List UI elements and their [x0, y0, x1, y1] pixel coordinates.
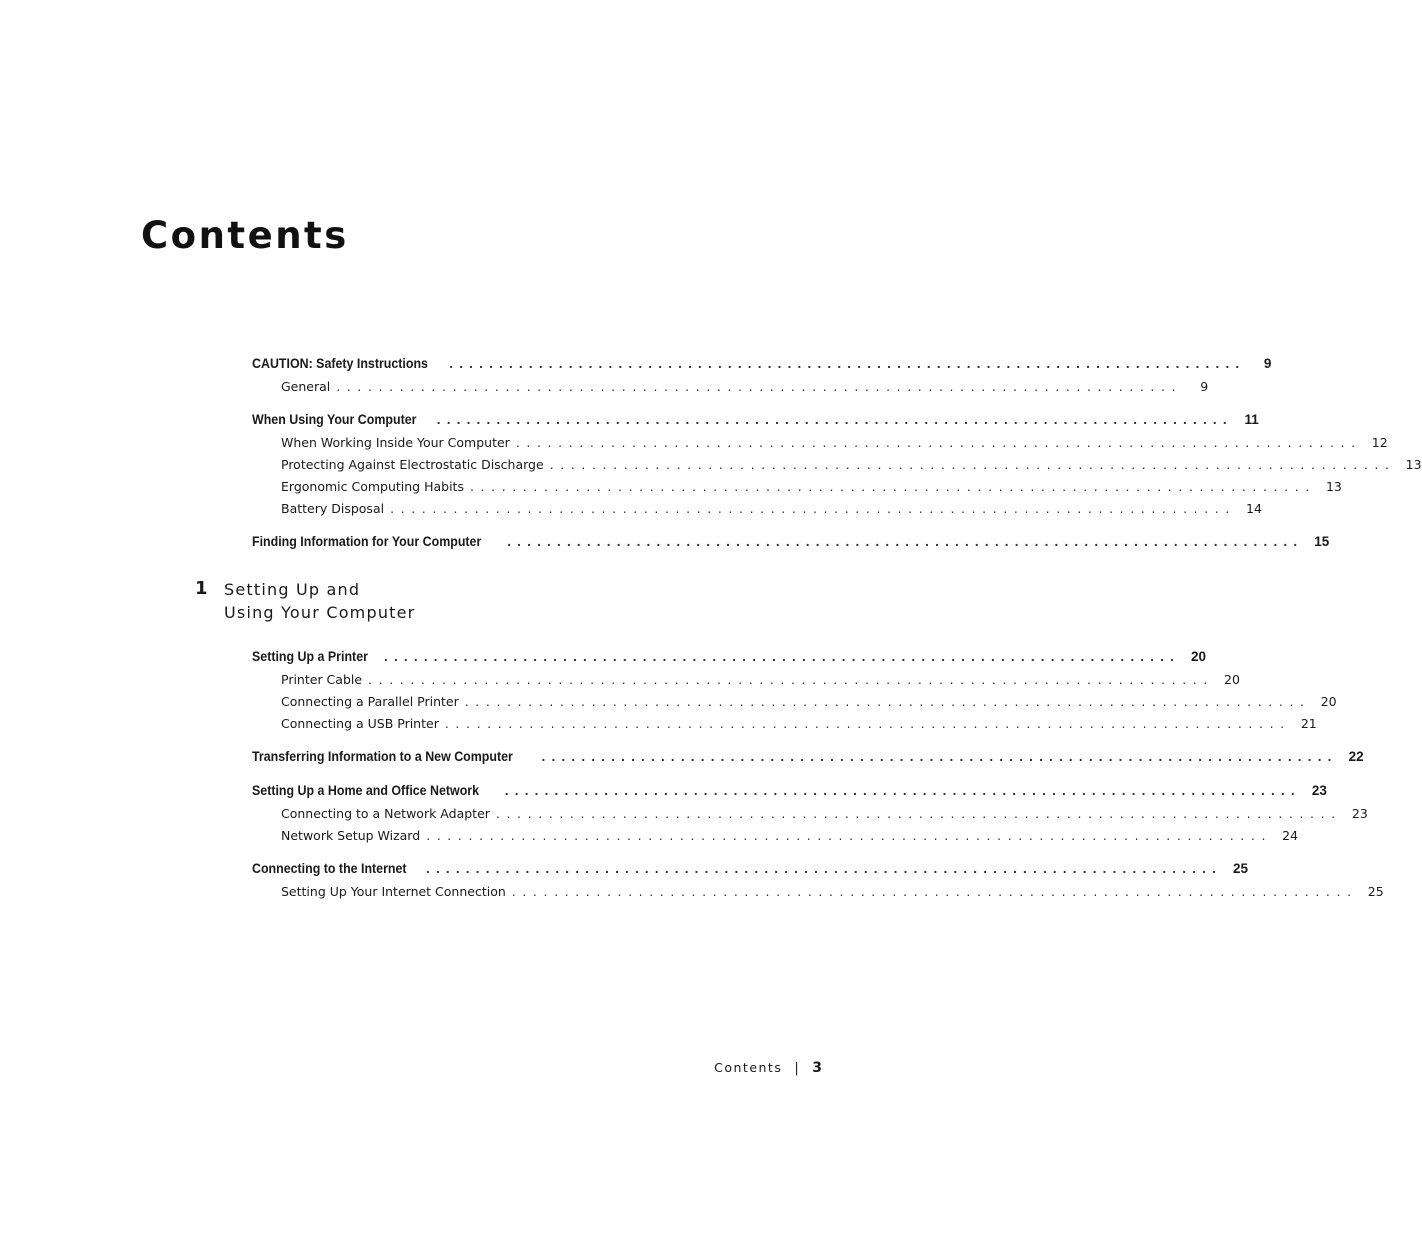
toc-leader-dots: ................................................................................: [507, 534, 1304, 549]
toc-entry-major[interactable]: [252, 857, 1249, 881]
toc-entry-page-number: 13: [1325, 479, 1342, 494]
toc-entry-major[interactable]: [252, 408, 1259, 432]
toc-entry-label: Battery Disposal: [281, 501, 385, 516]
toc-entry-minor[interactable]: [252, 803, 1368, 825]
toc-entry-label: Printer Cable: [281, 672, 363, 687]
toc-entry-page-number: 25: [1367, 884, 1384, 899]
toc-entry-major[interactable]: [252, 645, 1207, 669]
toc-entry-major[interactable]: [252, 352, 1272, 376]
toc-entry-label: When Working Inside Your Computer: [281, 435, 510, 450]
toc-section-chapter-1: [252, 645, 1384, 903]
toc-entry-major[interactable]: [252, 745, 1364, 769]
toc-leader-dots: ................................................................................: [511, 884, 1358, 899]
toc-leader-dots: ................................................................................: [464, 694, 1311, 709]
toc-entry-label: Ergonomic Computing Habits: [281, 479, 464, 494]
toc-entry-label: Connecting a USB Printer: [281, 716, 439, 731]
toc-entry-label: Finding Information for Your Computer: [252, 534, 482, 549]
toc-leader-dots: ................................................................................: [390, 501, 1236, 516]
toc-entry-minor[interactable]: [252, 376, 1209, 398]
toc-entry-page-number: 20: [1191, 649, 1207, 664]
toc-leader-dots: ................................................................................: [444, 716, 1291, 731]
toc-entry-label: Network Setup Wizard: [281, 828, 421, 843]
toc-entry-page-number: 13: [1405, 457, 1422, 472]
chapter-title: Setting Up and Using Your Computer: [224, 580, 416, 622]
toc-entry-label: Connecting a Parallel Printer: [281, 694, 459, 709]
toc-leader-dots: ................................................................................: [549, 457, 1396, 472]
footer-page-number: 3: [812, 1060, 822, 1076]
toc-entry-major[interactable]: [252, 530, 1330, 554]
toc-entry-label: Setting Up a Printer: [252, 649, 368, 664]
toc-leader-dots: ................................................................................: [384, 649, 1181, 664]
toc-entry-minor[interactable]: [252, 432, 1388, 454]
toc-entry-label: Transferring Information to a New Computer: [252, 749, 513, 764]
toc-leader-dots: ................................................................................: [504, 783, 1301, 798]
toc-entry-minor[interactable]: [252, 691, 1337, 713]
toc-entry-label: General: [281, 379, 331, 394]
table-of-contents: [195, 352, 1422, 903]
toc-entry-page-number: 9: [1263, 356, 1272, 371]
toc-leader-dots: ................................................................................: [426, 828, 1273, 843]
toc-entry-minor[interactable]: [252, 476, 1342, 498]
toc-entry-minor[interactable]: [252, 454, 1422, 476]
toc-entry-major[interactable]: [252, 779, 1327, 803]
chapter-number: 1: [195, 578, 208, 599]
toc-leader-dots: ................................................................................: [436, 412, 1233, 427]
toc-entry-label: When Using Your Computer: [252, 412, 417, 427]
toc-entry-page-number: 12: [1371, 435, 1388, 450]
toc-entry-minor[interactable]: [252, 825, 1299, 847]
toc-leader-dots: ................................................................................: [469, 479, 1316, 494]
chapter-heading: [195, 578, 685, 638]
toc-entry-page-number: 20: [1320, 694, 1337, 709]
toc-entry-page-number: 11: [1244, 412, 1259, 427]
toc-leader-dots: ................................................................................: [336, 379, 1183, 394]
page-title: Contents: [141, 214, 349, 257]
toc-entry-minor[interactable]: [252, 713, 1317, 735]
toc-leader-dots: ................................................................................: [541, 749, 1338, 764]
toc-entry-page-number: 14: [1246, 501, 1262, 516]
toc-entry-label: Protecting Against Electrostatic Discharge: [281, 457, 544, 472]
toc-leader-dots: ................................................................................: [449, 356, 1246, 371]
toc-entry-label: Connecting to the Internet: [252, 861, 407, 876]
toc-entry-label: CAUTION: Safety Instructions: [252, 356, 428, 371]
page-footer: [700, 1060, 822, 1076]
toc-entry-page-number: 15: [1314, 534, 1330, 549]
toc-section-front-matter: [252, 352, 1422, 554]
toc-leader-dots: ................................................................................: [495, 806, 1342, 821]
toc-leader-dots: ................................................................................: [426, 861, 1223, 876]
toc-entry-page-number: 24: [1282, 828, 1299, 843]
toc-leader-dots: ................................................................................: [515, 435, 1362, 450]
footer-separator: |: [794, 1061, 801, 1076]
toc-entry-minor[interactable]: [252, 498, 1262, 520]
toc-entry-page-number: 20: [1224, 672, 1240, 687]
toc-entry-label: Setting Up a Home and Office Network: [252, 783, 480, 798]
toc-entry-minor[interactable]: [252, 881, 1384, 903]
toc-entry-label: Setting Up Your Internet Connection: [281, 884, 506, 899]
toc-leader-dots: ................................................................................: [368, 672, 1214, 687]
toc-entry-page-number: 9: [1200, 379, 1209, 394]
toc-entry-page-number: 21: [1300, 716, 1317, 731]
toc-entry-page-number: 25: [1233, 861, 1249, 876]
toc-entry-label: Connecting to a Network Adapter: [281, 806, 490, 821]
toc-entry-page-number: 22: [1348, 749, 1364, 764]
toc-entry-page-number: 23: [1351, 806, 1368, 821]
toc-entry-page-number: 23: [1311, 783, 1327, 798]
toc-entry-minor[interactable]: [252, 669, 1240, 691]
footer-label: Contents: [714, 1060, 783, 1075]
